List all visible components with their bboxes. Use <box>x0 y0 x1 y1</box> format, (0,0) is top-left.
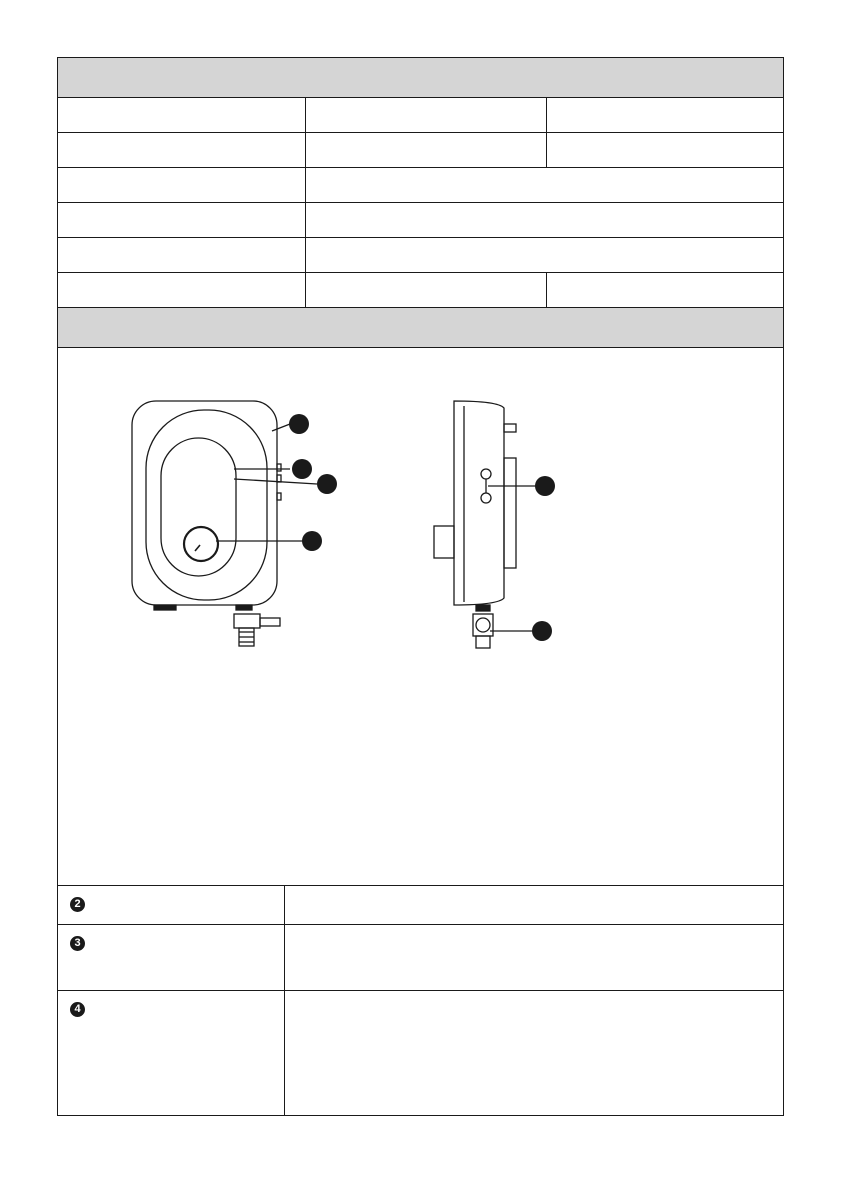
callout-marker <box>302 531 322 551</box>
spec-label-cell <box>58 168 306 203</box>
spec-value-cell <box>547 133 784 168</box>
temperature-knob <box>184 527 218 561</box>
spec-value-cell <box>306 273 547 308</box>
spec-value-cell <box>306 168 784 203</box>
product-diagram-header <box>58 308 783 348</box>
legend-number-cell <box>58 991 284 1115</box>
table-row <box>58 133 783 168</box>
table-row <box>58 203 783 238</box>
legend-description-cell <box>284 886 783 925</box>
heater-side-body <box>454 401 504 605</box>
callout-marker <box>292 459 312 479</box>
spec-value-cell <box>547 273 784 308</box>
table-row <box>58 98 783 133</box>
table-row <box>58 168 783 203</box>
legend-number-cell <box>58 925 284 991</box>
callout-marker <box>532 621 552 641</box>
inlet-valve-front <box>234 614 280 646</box>
manual-page-frame <box>57 57 784 1116</box>
callout-marker <box>317 474 337 494</box>
heater-front-body <box>132 401 277 605</box>
spec-label-cell <box>58 203 306 238</box>
water-heater-diagram <box>58 348 783 888</box>
spec-table <box>58 98 783 308</box>
table-row <box>58 238 783 273</box>
table-row <box>58 925 783 991</box>
callout-badge: 2 <box>70 897 85 912</box>
spec-value-cell <box>306 133 547 168</box>
spec-section-header <box>58 58 783 98</box>
spec-value-cell <box>306 98 547 133</box>
callout-badge: 3 <box>70 936 85 951</box>
spec-label-cell <box>58 133 306 168</box>
table-row <box>58 886 783 925</box>
legend-description-cell <box>284 991 783 1115</box>
legend-table <box>58 885 783 1115</box>
knob-indicator <box>195 545 200 551</box>
spec-value-cell <box>547 98 784 133</box>
knob-side <box>434 526 454 558</box>
spec-label-cell <box>58 98 306 133</box>
spec-label-cell <box>58 238 306 273</box>
callout-marker <box>535 476 555 496</box>
table-row <box>58 991 783 1115</box>
spec-value-cell <box>306 203 784 238</box>
spec-value-cell <box>306 238 784 273</box>
legend-description-cell <box>284 925 783 991</box>
heater-display-window <box>161 438 236 576</box>
spec-label-cell <box>58 273 306 308</box>
callout-badge: 4 <box>70 1002 85 1017</box>
table-row <box>58 273 783 308</box>
callout-marker <box>289 414 309 434</box>
legend-number-cell <box>58 886 284 925</box>
